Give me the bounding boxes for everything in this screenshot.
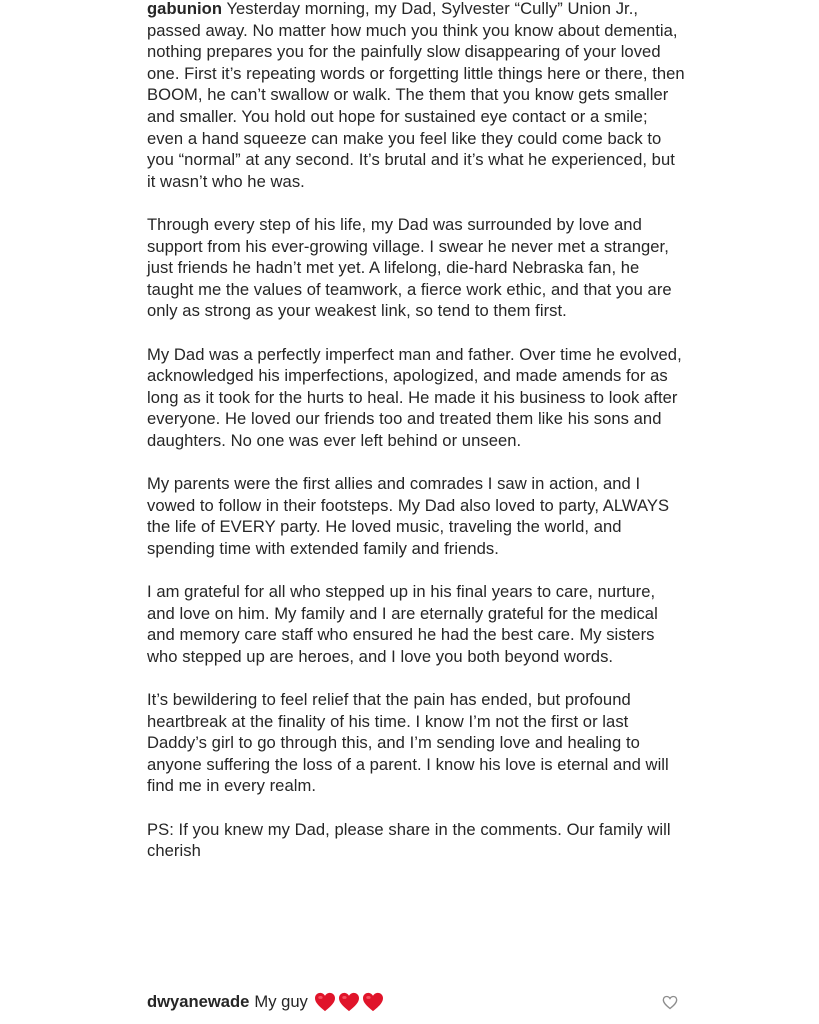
comment-text: My guy <box>254 992 308 1011</box>
caption-paragraph-1 <box>147 0 687 192</box>
red-heart-emoji-icon <box>338 992 360 1012</box>
comment-row <box>147 991 707 1013</box>
caption-text-1: Yesterday morning, my Dad, Sylvester “Cully” Union Jr., passed away. No matter how much you think you know about dementia, nothing prepares you for the painfully slow disappearing of your loved one. First it’s repeating words or forgetting little things here or there, then BOOM, he can’t swallow or walk. The them that you know gets smaller and smaller. You hold out hope for sustained eye contact or a smile; even a hand squeeze can make you feel like they could come back to you “normal” at any second. It’s brutal and it’s what he experienced, but it wasn’t who he was. <box>147 0 685 191</box>
caption-paragraph-6: It’s bewildering to feel relief that the pain has ended, but profound heartbreak at the finality of his time. I know I’m not the first or last Daddy’s girl to go through this, and I’m sending love and healing to anyone suffering the loss of a parent. I know his love is eternal and will find me in every realm. <box>147 690 669 796</box>
caption-paragraph-5: I am grateful for all who stepped up in his final years to care, nurture, and love on him. My family and I are eternally grateful for the medical and memory care staff who ensured he had the best care. My sisters who stepped up are heroes, and I love you both beyond words. <box>147 582 658 666</box>
red-heart-emoji-icon <box>362 992 384 1012</box>
post-caption <box>147 0 687 883</box>
comment-username[interactable]: dwyanewade <box>147 992 250 1011</box>
caption-paragraph-7: PS: If you knew my Dad, please share in the comments. Our family will cherish <box>147 819 671 861</box>
caption-paragraph-2: Through every step of his life, my Dad was surrounded by love and support from his ever-growing village. I swear he never met a stranger, just friends he hadn’t met yet. A lifelong, die-hard Nebraska fan, he taught me the values of teamwork, a fierce work ethic, and that you are only as strong as your weakest link, so tend to them first. <box>147 214 672 321</box>
heart-outline-icon[interactable] <box>662 995 678 1010</box>
red-heart-emoji-icon <box>314 992 336 1012</box>
caption-paragraph-3: My Dad was a perfectly imperfect man and father. Over time he evolved, acknowledged his imperfections, apologized, and made amends for as long as it took for the hurts to heal. He made it his business to look after everyone. He loved our friends too and treated them like his sons and daughters. No one was ever left behind or unseen. <box>147 344 682 450</box>
post-username[interactable]: gabunion <box>147 0 223 18</box>
caption-paragraph-4: My parents were the first allies and comrades I saw in action, and I vowed to follow in their footsteps. My Dad also loved to party, ALWAYS the life of EVERY party. He loved music, traveling the world, and spending time with extended family and friends. <box>147 474 670 558</box>
comment-emoji-group <box>314 992 384 1012</box>
